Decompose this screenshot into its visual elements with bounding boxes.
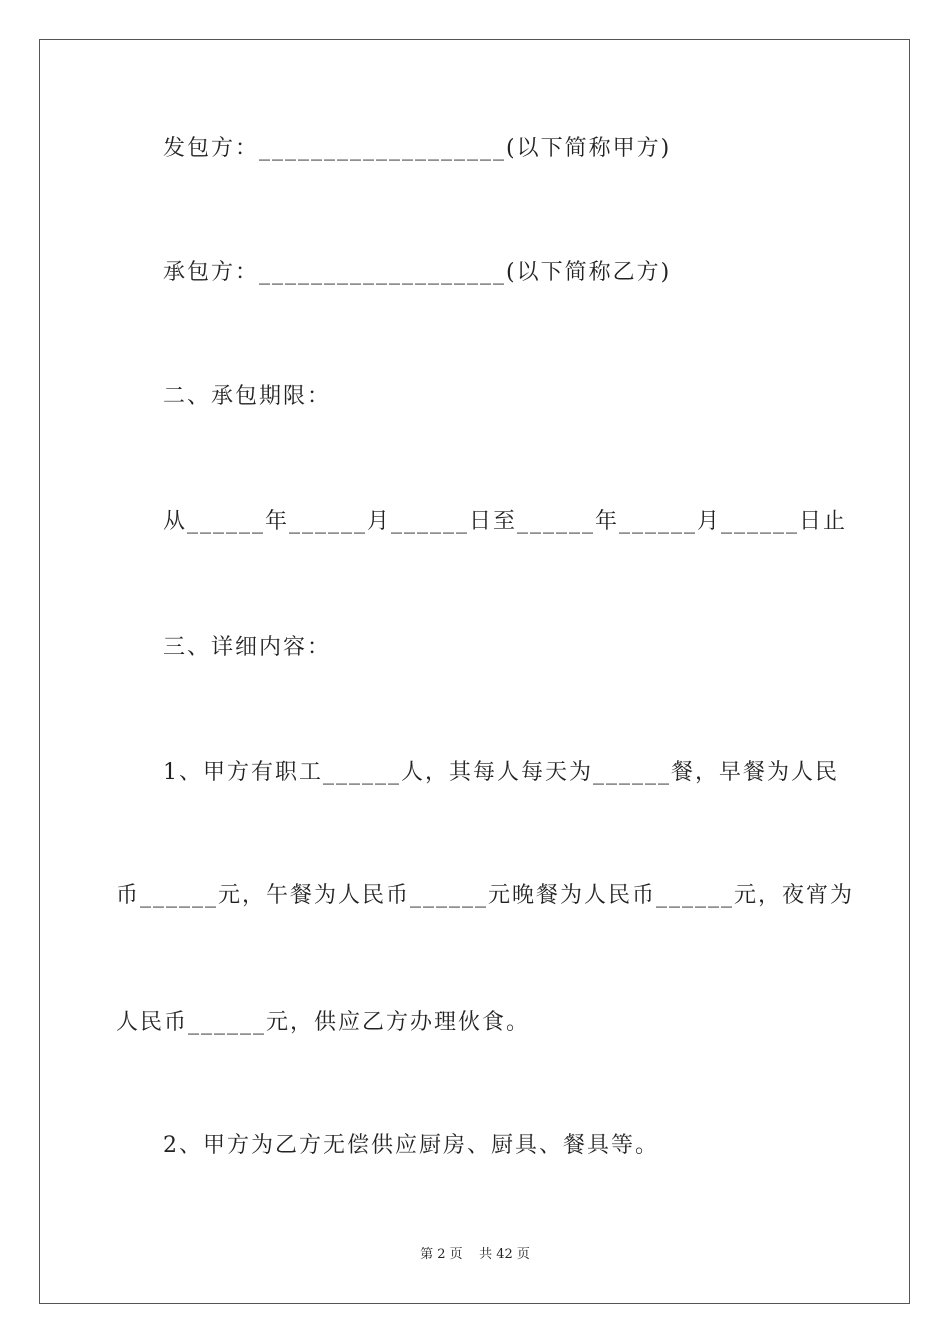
term-period-line: 从______年______月______日至______年______月______日止 <box>163 509 848 534</box>
party-a-line: 发包方：___________________(以下简称甲方) <box>163 136 672 161</box>
clause-1-line-2: 币______元，午餐为人民币______元晚餐为人民币______元，夜宵为 <box>116 883 855 908</box>
clause-1-line-1: 1、甲方有职工______人，其每人每天为______餐，早餐为人民 <box>163 760 839 785</box>
page-number-footer: 第 2 页 共 42 页 <box>420 1247 530 1262</box>
clause-2-line: 2、甲方为乙方无偿供应厨房、厨具、餐具等。 <box>163 1133 659 1158</box>
clause-1-line-3: 人民币______元，供应乙方办理伙食。 <box>116 1010 531 1035</box>
party-b-line: 承包方：___________________(以下简称乙方) <box>163 260 672 285</box>
section-2-heading: 二、承包期限： <box>163 384 332 409</box>
section-3-heading: 三、详细内容： <box>163 635 332 660</box>
page-border <box>39 39 910 1304</box>
